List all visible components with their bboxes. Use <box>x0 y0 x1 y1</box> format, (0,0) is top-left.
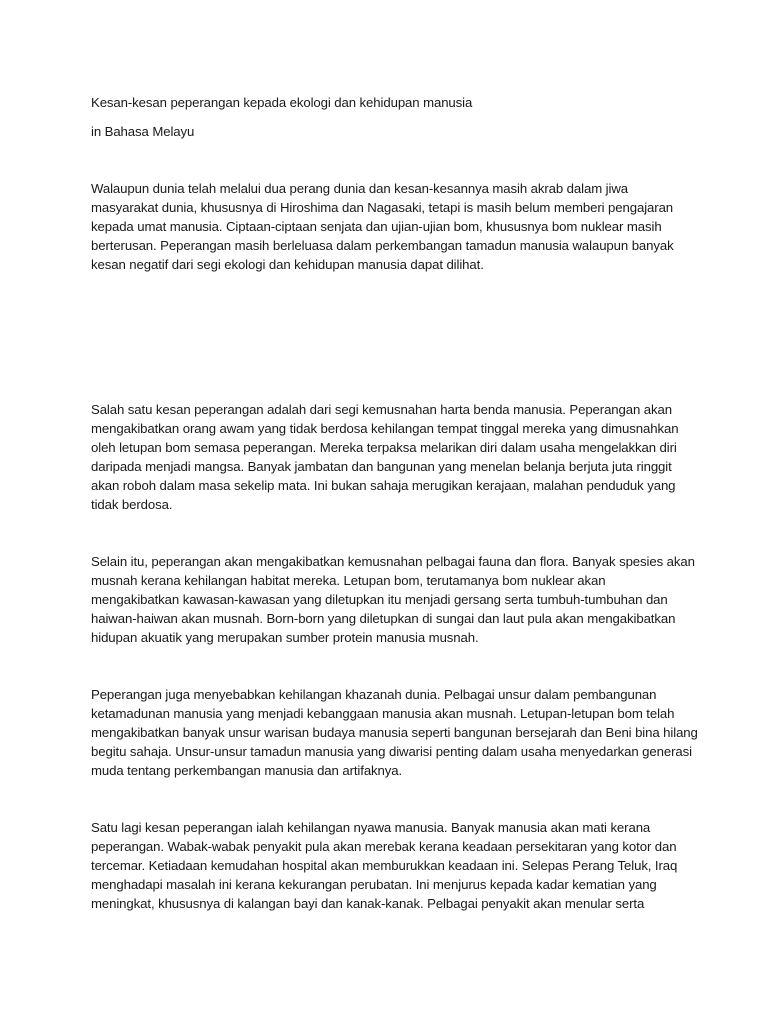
paragraph-line: akan roboh dalam masa sekelip mata. Ini bukan sahaja merugikan kerajaan, malahan penduduk yang <box>91 478 676 493</box>
paragraph-line: Selain itu, peperangan akan mengakibatkan kemusnahan pelbagai fauna dan flora. Banyak spesies akan <box>91 554 695 569</box>
paragraph-line: Salah satu kesan peperangan adalah dari segi kemusnahan harta benda manusia. Peperangan akan <box>91 402 673 417</box>
paragraph-line: muda tentang perkembangan manusia dan artifaknya. <box>91 763 403 778</box>
paragraph-line: menghadapi masalah ini kerana kekurangan perubatan. Ini menjurus kepada kadar kematian yang <box>91 877 657 892</box>
paragraph-line: tidak berdosa. <box>91 497 173 512</box>
paragraph-line: kepada umat manusia. Ciptaan-ciptaan senjata dan ujian-ujian bom, khususnya bom nuklear masih <box>91 219 662 234</box>
paragraph-line: musnah kerana kehilangan habitat mereka. Letupan bom, terutamanya bom nuklear akan <box>91 573 606 588</box>
paragraph-line: oleh letupan bom semasa peperangan. Mereka terpaksa melarikan diri dalam usaha mengelakkan diri <box>91 440 677 455</box>
paragraph-line: Walaupun dunia telah melalui dua perang dunia dan kesan-kesannya masih akrab dalam jiwa <box>91 181 628 196</box>
paragraph-line: kesan negatif dari segi ekologi dan kehidupan manusia dapat dilihat. <box>91 257 484 272</box>
document-title: Kesan-kesan peperangan kepada ekologi dan kehidupan manusia <box>91 95 473 110</box>
document-subtitle: in Bahasa Melayu <box>91 124 195 139</box>
paragraph-line: haiwan-haiwan akan musnah. Born-born yang diletupkan di sungai dan laut pula akan mengakibatkan <box>91 611 676 626</box>
paragraph-line: peperangan. Wabak-wabak penyakit pula akan merebak kerana keadaan persekitaran yang kotor dan <box>91 839 677 854</box>
paragraph-line: hidupan akuatik yang merupakan sumber protein manusia musnah. <box>91 630 479 645</box>
paragraph-line: mengakibatkan orang awam yang tidak berdosa kehilangan tempat tinggal mereka yang dimusnahkan <box>91 421 679 436</box>
paragraph-line: daripada menjadi mangsa. Banyak jambatan dan bangunan yang menelan belanja berjuta juta ringgit <box>91 459 672 474</box>
paragraph-line: masyarakat dunia, khususnya di Hiroshima dan Nagasaki, tetapi is masih belum memberi pengajaran <box>91 200 674 215</box>
paragraph-line: tercemar. Ketiadaan kemudahan hospital akan memburukkan keadaan ini. Selepas Perang Teluk, Iraq <box>91 858 678 873</box>
paragraph-line: meningkat, khususnya di kalangan bayi dan kanak-kanak. Pelbagai penyakit akan menular serta <box>91 896 645 911</box>
paragraph-line: begitu sahaja. Unsur-unsur tamadun manusia yang diwarisi penting dalam usaha menyedarkan generasi <box>91 744 692 759</box>
paragraph-line: berterusan. Peperangan masih berleluasa dalam perkembangan tamadun manusia walaupun banyak <box>91 238 674 253</box>
paragraph-line: Satu lagi kesan peperangan ialah kehilangan nyawa manusia. Banyak manusia akan mati kerana <box>91 820 651 835</box>
paragraph-line: ketamadunan manusia yang menjadi kebanggaan manusia akan musnah. Letupan-letupan bom telah <box>91 706 675 721</box>
paragraph-line: mengakibatkan banyak unsur warisan budaya manusia seperti bangunan bersejarah dan Beni bina hilang <box>91 725 698 740</box>
paragraph-line: mengakibatkan kawasan-kawasan yang diletupkan itu menjadi gersang serta tumbuh-tumbuhan dan <box>91 592 668 607</box>
paragraph-line: Peperangan juga menyebabkan kehilangan khazanah dunia. Pelbagai unsur dalam pembangunan <box>91 687 657 702</box>
